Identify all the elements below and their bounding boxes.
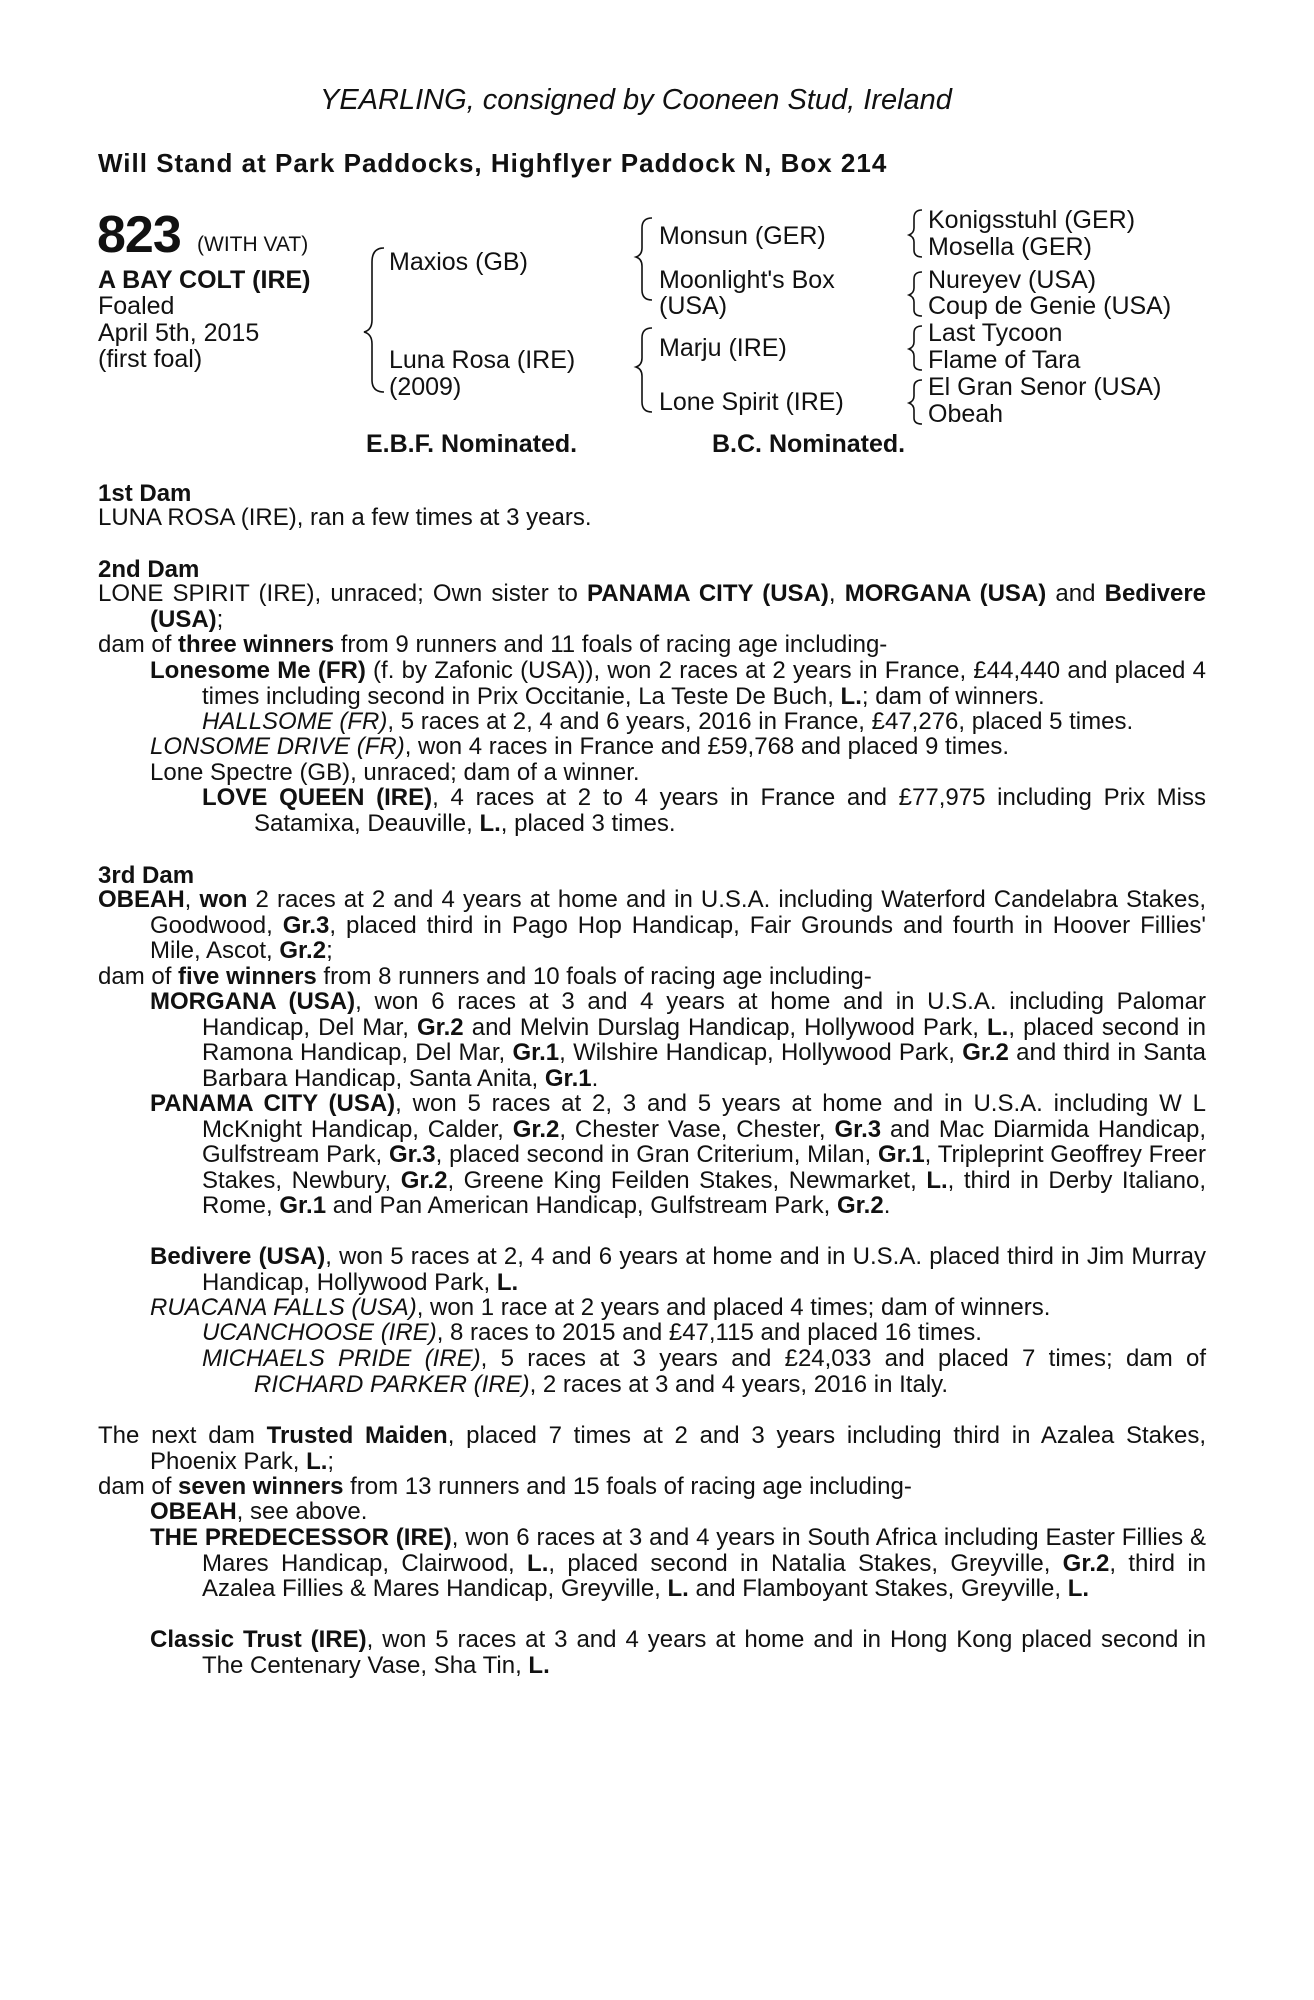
pedigree-sss: Konigsstuhl (GER) bbox=[928, 206, 1136, 234]
pedigree-sire-sire: Monsun (GER) bbox=[659, 222, 826, 250]
first-dam-text: LUNA ROSA (IRE), ran a few times at 3 years. bbox=[98, 504, 592, 531]
pedigree-dam-dam: Lone Spirit (IRE) bbox=[659, 388, 844, 416]
ruacana-falls-entry: RUACANA FALLS (USA), won 1 race at 2 years and placed 4 times; dam of winners. bbox=[150, 1294, 1051, 1321]
panama-city-entry: PANAMA CITY (USA), won 5 races at 2, 3 and 5 years at home and in U.S.A. including W L McKnight Handicap, Calder, Gr.2, Chester Vase, Chester, Gr.3 and Mac Diarmida Handicap, Gulfstream Park, Gr.3, placed second in Gran Criterium, Milan, Gr.1, Tripleprint Geoffrey Freer Stakes, Newbury, Gr.2, Greene King Feilden Stakes, Newmarket, L., third in Derby Italiano, Rome, Gr.1 and Pan American Handicap, Gulfstream Park, Gr.2. bbox=[150, 1090, 1207, 1219]
next-dam-produce-line: dam of seven winners from 13 runners and 15 foals of racing age including- bbox=[98, 1473, 912, 1500]
hallsome-entry: HALLSOME (FR), 5 races at 2, 4 and 6 years, 2016 in France, £47,276, placed 5 times. bbox=[202, 708, 1134, 735]
bc-nomination: B.C. Nominated. bbox=[712, 430, 906, 458]
lonesome-me-entry: Lonesome Me (FR) (f. by Zafonic (USA)), won 2 races at 2 years in France, £44,440 and placed 4 times including second in Prix Occitanie, La Teste De Buch, L.; dam of winners. bbox=[150, 657, 1206, 710]
foal-note: (first foal) bbox=[98, 345, 203, 373]
lonsome-drive-entry: LONSOME DRIVE (FR), won 4 races in France and £59,768 and placed 9 times. bbox=[150, 733, 1010, 760]
ucanchoose-entry: UCANCHOOSE (IRE), 8 races to 2015 and £47,115 and placed 16 times. bbox=[202, 1319, 982, 1346]
location-line: Will Stand at Park Paddocks, Highflyer Paddock N, Box 214 bbox=[98, 148, 888, 178]
brace-gen3-3 bbox=[909, 326, 922, 370]
sale-title: YEARLING, consigned by Cooneen Stud, Ireland bbox=[320, 84, 952, 116]
pedigree-dam-year: (2009) bbox=[389, 373, 462, 401]
brace-gen1 bbox=[364, 248, 384, 392]
next-dam-entry: The next dam Trusted Maiden, placed 7 times at 2 and 3 years including third in Azalea Stakes, Phoenix Park, L.; bbox=[98, 1422, 1207, 1475]
classic-trust-entry: Classic Trust (IRE), won 5 races at 3 and 4 years at home and in Hong Kong placed second in The Centenary Vase, Sha Tin, L. bbox=[150, 1626, 1206, 1679]
second-dam-intro: LONE SPIRIT (IRE), unraced; Own sister to PANAMA CITY (USA), MORGANA (USA) and Bedivere (USA); dam of three winners from 9 runners and 11 foals of racing age including- bbox=[98, 580, 1207, 658]
pedigree-sire-dam: Moonlight's Box bbox=[659, 266, 835, 294]
pedigree-sire-dam-country: (USA) bbox=[659, 292, 728, 320]
foaled-date: April 5th, 2015 bbox=[98, 319, 260, 347]
pedigree-dam: Luna Rosa (IRE) bbox=[389, 346, 576, 374]
brace-gen2-top bbox=[636, 218, 652, 300]
pedigree-dsd: Flame of Tara bbox=[928, 346, 1081, 374]
lot-name: A BAY COLT (IRE) bbox=[98, 266, 311, 294]
second-dam-heading: 2nd Dam bbox=[98, 556, 200, 583]
pedigree-dam-sire: Marju (IRE) bbox=[659, 334, 787, 362]
pedigree-sire: Maxios (GB) bbox=[389, 248, 528, 276]
morgana-entry: MORGANA (USA), won 6 races at 3 and 4 years at home and in U.S.A. including Palomar Handicap, Del Mar, Gr.2 and Melvin Durslag Handicap, Hollywood Park, L., placed second in Ramona Handicap, Del Mar, Gr.1, Wilshire Handicap, Hollywood Park, Gr.2 and third in Santa Barbara Handicap, Santa Anita, Gr.1. bbox=[150, 988, 1206, 1092]
brace-gen3-4 bbox=[909, 380, 922, 424]
lot-number: 823 bbox=[97, 206, 181, 264]
obeah-entry: OBEAH, won 2 races at 2 and 4 years at home and in U.S.A. including Waterford Candelabra Stakes, Goodwood, Gr.3, placed third in Pago Hop Handicap, Fair Grounds and fourth in Hoover Fillies' Mile, Ascot, Gr.2; bbox=[98, 886, 1207, 964]
brace-gen3-1 bbox=[909, 210, 922, 257]
pedigree-sds: Nureyev (USA) bbox=[928, 266, 1097, 294]
lone-spectre-entry: Lone Spectre (GB), unraced; dam of a winner. bbox=[150, 759, 640, 786]
pedigree-sdd: Coup de Genie (USA) bbox=[928, 292, 1172, 320]
pedigree-ddd: Obeah bbox=[928, 400, 1004, 428]
predecessor-entry: THE PREDECESSOR (IRE), won 6 races at 3 and 4 years in South Africa including Easter Fillies & Mares Handicap, Clairwood, L., placed second in Natalia Stakes, Greyville, Gr.2, third in Azalea Fillies & Mares Handicap, Greyville, L. and Flamboyant Stakes, Greyville, L. bbox=[150, 1524, 1207, 1602]
first-dam-heading: 1st Dam bbox=[98, 480, 192, 507]
pedigree-ssd: Mosella (GER) bbox=[928, 233, 1092, 261]
obeah-see-above: OBEAH, see above. bbox=[150, 1498, 368, 1525]
third-dam-heading: 3rd Dam bbox=[98, 862, 195, 889]
bedivere-entry: Bedivere (USA), won 5 races at 2, 4 and 6 years at home and in U.S.A. placed third in Jim Murray Handicap, Hollywood Park, L. bbox=[150, 1243, 1207, 1296]
third-dam-produce-line: dam of five winners from 8 runners and 10 foals of racing age including- bbox=[98, 963, 872, 990]
michaels-pride-entry: MICHAELS PRIDE (IRE), 5 races at 3 years and £24,033 and placed 7 times; dam of RICHARD PARKER (IRE), 2 races at 3 and 4 years, 2016 in Italy. bbox=[202, 1345, 1207, 1398]
ebf-nomination: E.B.F. Nominated. bbox=[366, 430, 578, 458]
brace-gen3-2 bbox=[909, 272, 922, 316]
foaled-label: Foaled bbox=[98, 292, 175, 320]
brace-gen2-bottom bbox=[636, 328, 652, 412]
vat-label: (WITH VAT) bbox=[197, 233, 309, 256]
pedigree-dss: Last Tycoon bbox=[928, 319, 1063, 347]
pedigree-dds: El Gran Senor (USA) bbox=[928, 373, 1162, 401]
love-queen-entry: LOVE QUEEN (IRE), 4 races at 2 to 4 years in France and £77,975 including Prix Miss Satamixa, Deauville, L., placed 3 times. bbox=[202, 784, 1206, 837]
